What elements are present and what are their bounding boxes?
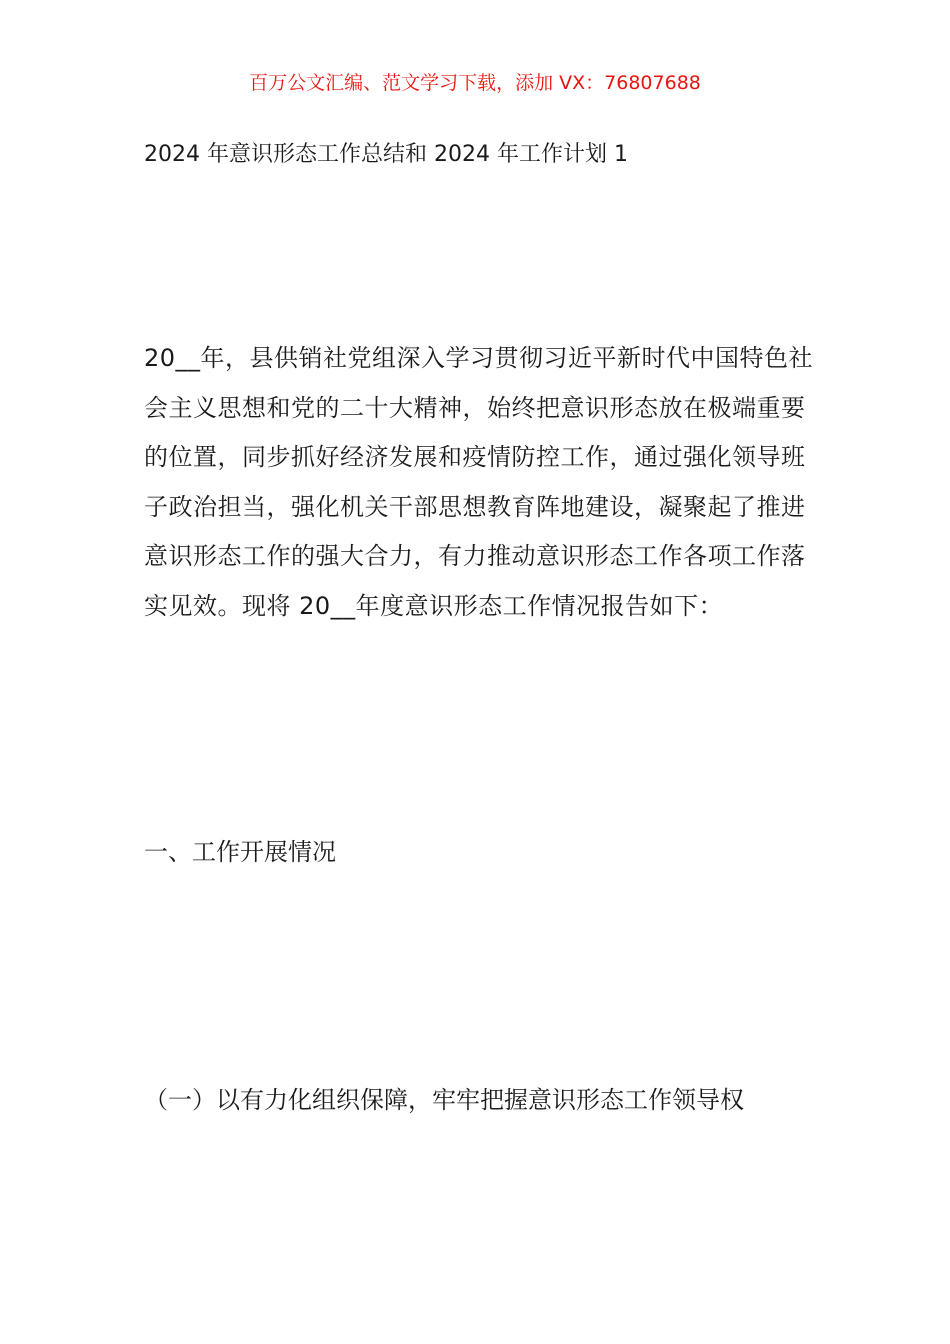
document-title: 2024 年意识形态工作总结和 2024 年工作计划 1 <box>144 142 628 167</box>
intro-paragraph <box>144 334 814 631</box>
header-watermark-note: 百万公文汇编、范文学习下载，添加 VX：76807688 <box>249 72 701 94</box>
intro-line: 子政治担当，强化机关干部思想教育阵地建设，凝聚起了推进 <box>144 492 806 521</box>
intro-line: 意识形态工作的强大合力，有力推动意识形态工作各项工作落 <box>144 542 806 570</box>
intro-line: 会主义思想和党的二十大精神，始终把意识形态放在极端重要 <box>144 393 806 422</box>
intro-line: 实见效。现将 20__年度意识形态工作情况报告如下： <box>144 591 724 620</box>
subsection-heading: （一）以有力化组织保障，牢牢把握意识形态工作领导权 <box>144 1086 744 1114</box>
intro-line: 20__年，县供销社党组深入学习贯彻习近平新时代中国特色社 <box>144 344 814 372</box>
section-heading: 一、工作开展情况 <box>144 838 336 866</box>
intro-line: 的位置，同步抓好经济发展和疫情防控工作，通过强化领导班 <box>144 443 806 471</box>
